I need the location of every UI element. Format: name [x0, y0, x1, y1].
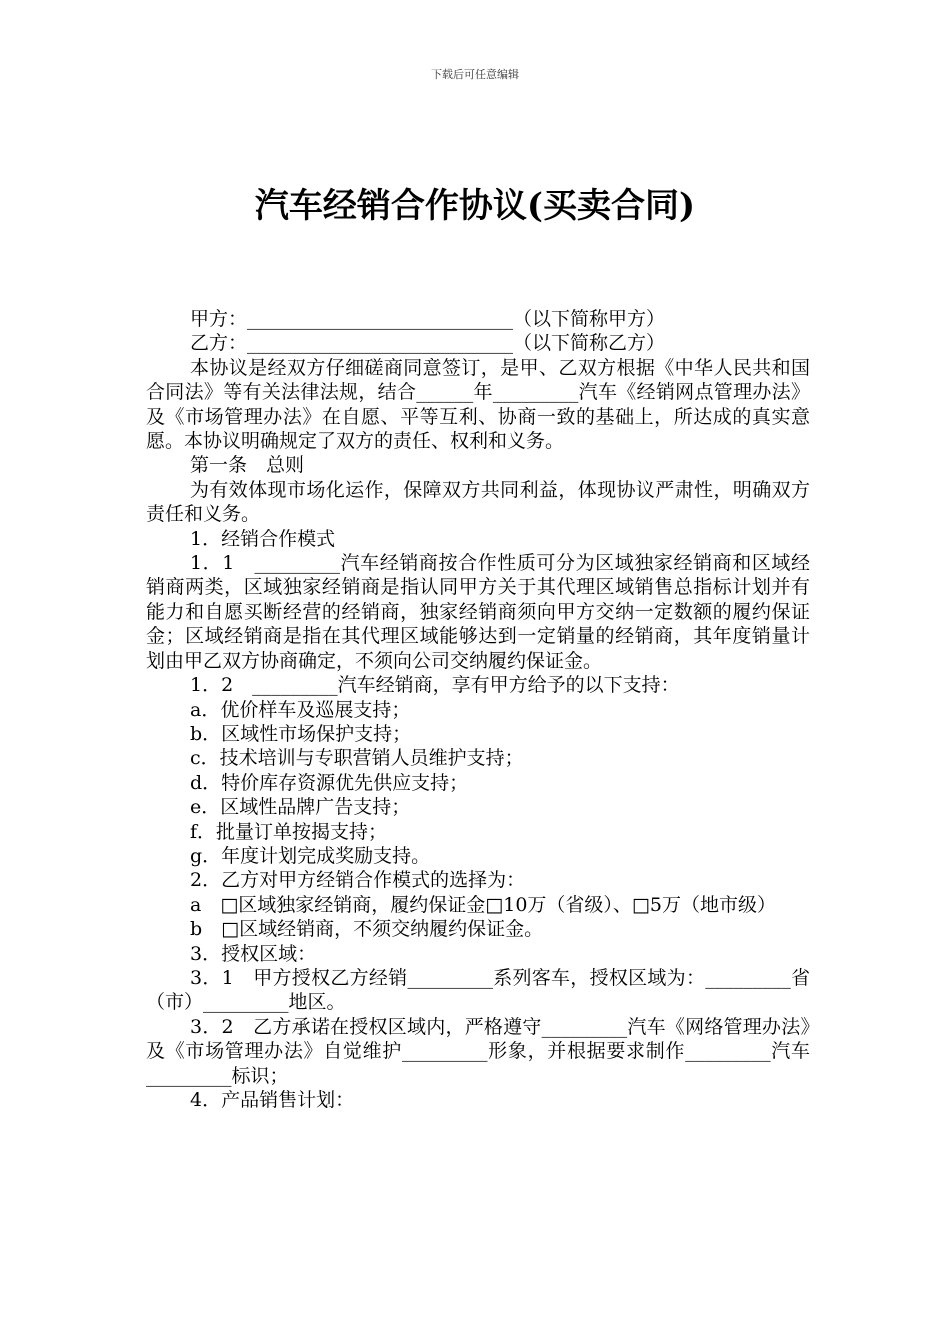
clause-paragraph: 1．2 _________汽车经销商，享有甲方给予的以下支持：: [190, 674, 680, 697]
party-b-line: 乙方：____________________________（以下简称乙方）: [190, 332, 666, 355]
article-intro: 为有效体现市场化运作，保障双方共同利益，体现协议严肃性，明确双方责任和义务。: [146, 478, 810, 526]
clause-paragraph: 1．1 _________汽车经销商按合作性质可分为区域独家经销商和区域经销商两类，区域独家经销商是指认同甲方关于其代理区域销售总指标计划并有能力和自愿买断经营的经销商，独家经销商须向甲方交纳一定数额的履约保证金；区域经销商是指在其代理区域能够达到一定销量的经销商，其年度销量计划由甲乙双方协商确定，不须向公司交纳履约保证金。: [146, 552, 810, 672]
section-heading: 4．产品销售计划：: [190, 1089, 355, 1111]
support-list-item: a．优价样车及巡展支持；: [190, 698, 411, 721]
clause-paragraph: 3．2 乙方承诺在授权区域内，严格遵守_________汽车《网络管理办法》及《市场管理办法》自觉维护_________形象，并根据要求制作_________汽车_________标识；: [146, 1015, 810, 1087]
support-list-item: d．特价库存资源优先供应支持；: [190, 771, 469, 794]
support-list-item: e．区域性品牌广告支持；: [190, 796, 411, 819]
party-a-line: 甲方：____________________________（以下简称甲方）: [190, 308, 666, 330]
support-list-item: g．年度计划完成奖励支持。: [190, 844, 431, 867]
option-line: b □区域经销商，不须交纳履约保证金。: [190, 918, 544, 941]
preamble-paragraph: 本协议是经双方仔细磋商同意签订，是甲、乙双方根据《中华人民共和国合同法》等有关法律法规，结合______年_________汽车《经销网点管理办法》及《市场管理办法》在自愿、平等互利、协商一致的基础上，所达成的真实意愿。本协议明确规定了双方的责任、权利和义务。: [146, 356, 810, 453]
document-title: 汽车经销合作协议(买卖合同): [254, 186, 696, 226]
article-heading: 第一条 总则: [190, 454, 305, 477]
header-note: 下载后可任意编辑: [431, 68, 519, 81]
document-body: [146, 307, 810, 1112]
support-list-item: f．批量订单按揭支持；: [190, 820, 388, 843]
section-heading: 3．授权区域：: [190, 942, 317, 965]
support-list-item: c．技术培训与专职营销人员维护支持；: [190, 747, 524, 770]
section-heading: 1．经销合作模式: [190, 527, 336, 550]
support-list-item: b．区域性市场保护支持；: [190, 722, 412, 745]
section-heading: 2．乙方对甲方经销合作模式的选择为：: [190, 869, 526, 892]
clause-paragraph: 3．1 甲方授权乙方经销_________系列客车，授权区域为：_________省（市）_________地区。: [146, 966, 810, 1014]
option-line: a □区域独家经销商，履约保证金□10万（省级）、□5万（地市级）: [190, 893, 776, 916]
